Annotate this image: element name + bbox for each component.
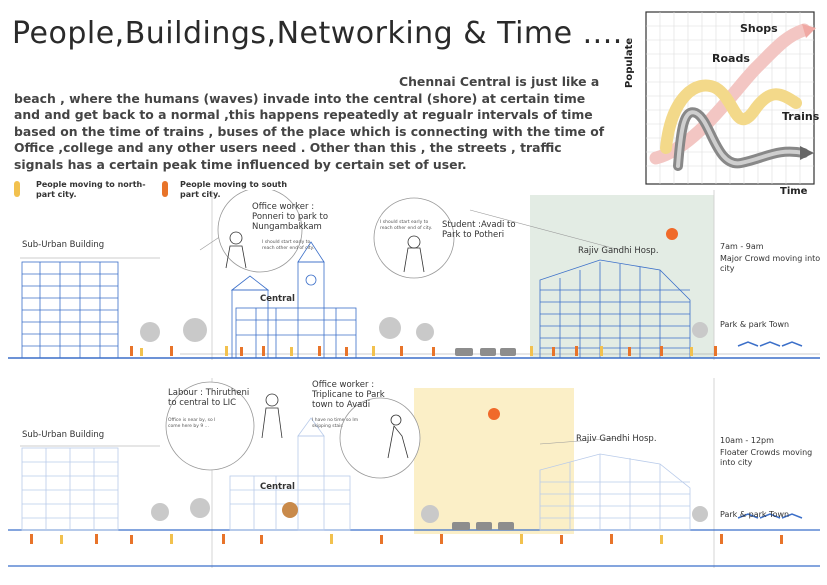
- s2-office-worker-label: Office worker : Triplicane to Park town to Avadi: [312, 380, 385, 410]
- graph-roads-label: Roads: [712, 52, 750, 65]
- legend-north: People moving to north-part city.: [36, 180, 146, 199]
- s1-time-label: 7am - 9am: [720, 242, 764, 251]
- activity-graph: [626, 8, 822, 204]
- s2-crowd-label: Floater Crowds moving into city: [720, 448, 813, 467]
- s1-office-quote: I should start early to reach other end of city.: [262, 240, 315, 251]
- s1-student-label: Student :Avadi to Park to Potheri: [442, 220, 516, 240]
- s1-student-quote: I should start early to reach other end of city.: [380, 220, 433, 231]
- s2-labour-label: Labour : Thirutheni to central to LIC: [168, 388, 250, 408]
- s2-time-label: 10am - 12pm: [720, 436, 774, 445]
- graph-xlabel: Time: [780, 186, 808, 197]
- legend-south: People moving to south part city.: [180, 180, 288, 199]
- s2-central-label: Central: [260, 482, 295, 492]
- s1-hospital-label: Rajiv Gandhi Hosp.: [578, 246, 659, 256]
- s1-park-label: Park & park Town: [720, 320, 790, 329]
- s2-office-quote: I have no time so Im skipping stair.: [312, 418, 359, 429]
- graph-shops-label: Shops: [740, 22, 778, 35]
- section-2-scene: [0, 378, 827, 578]
- intro-paragraph: [14, 74, 614, 173]
- s1-crowd-label: Major Crowd moving into city: [720, 254, 821, 273]
- s1-central-label: Central: [260, 294, 295, 304]
- s2-hospital-label: Rajiv Gandhi Hosp.: [576, 434, 657, 444]
- intro-body: beach , where the humans (waves) invade into the central (shore) at certain time and and get back to a normal ,this happens repeatedly at regualr intervals of time based on the time of trains , buses of the place which is connecting with the time of Office ,college and any other users need . Other than this , the streets , traffic signals has a certain peak time influenced by certain set of user.: [14, 90, 605, 172]
- page-title: People,Buildings,Networking & Time ....: [12, 16, 623, 51]
- graph-trains-label: Trains: [782, 110, 820, 123]
- s2-labour-quote: Office is near by, so I come here by 9 ...: [168, 418, 216, 429]
- s2-park-label: Park & park Town: [720, 510, 790, 519]
- graph-ylabel: Populate: [624, 37, 635, 88]
- intro-line-1: Chennai Central is just like a: [399, 74, 600, 89]
- s2-suburban-label: Sub-Urban Building: [22, 430, 105, 440]
- s1-suburban-label: Sub-Urban Building: [22, 240, 105, 250]
- s1-office-worker-label: Office worker : Ponneri to park to Nungambakkam: [252, 202, 329, 232]
- section-1-scene: [0, 190, 827, 370]
